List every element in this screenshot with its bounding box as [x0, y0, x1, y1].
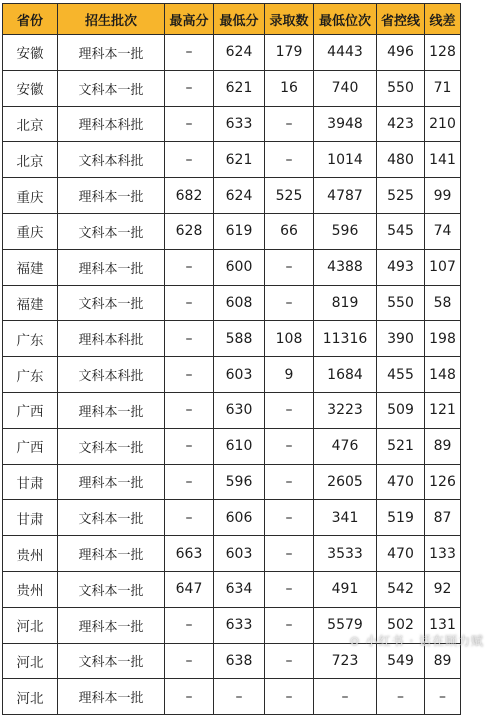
cell-line-diff: 210	[425, 106, 461, 142]
cell-control-line: 423	[377, 106, 425, 142]
cell-max-score: –	[165, 464, 214, 500]
cell-max-score: –	[165, 285, 214, 321]
cell-control-line: 545	[377, 213, 425, 249]
cell-min-rank: 4787	[314, 178, 377, 214]
table-row	[3, 142, 461, 178]
cell-control-line: 502	[377, 607, 425, 643]
cell-min-rank: 11316	[314, 321, 377, 357]
cell-line-diff: 89	[425, 643, 461, 679]
cell-control-line: 470	[377, 464, 425, 500]
cell-max-score: –	[165, 607, 214, 643]
cell-line-diff: 92	[425, 571, 461, 607]
cell-line-diff: 128	[425, 35, 461, 71]
header-line-diff: 线差	[425, 4, 461, 35]
cell-max-score: –	[165, 679, 214, 715]
cell-control-line: 509	[377, 392, 425, 428]
table-row	[3, 392, 461, 428]
header-control-line: 省控线	[377, 4, 425, 35]
cell-max-score: –	[165, 142, 214, 178]
cell-batch: 理科本一批	[58, 249, 165, 285]
cell-min-score: 600	[214, 249, 265, 285]
cell-line-diff: 89	[425, 428, 461, 464]
cell-min-score: 596	[214, 464, 265, 500]
cell-province: 甘肃	[3, 500, 58, 536]
cell-min-score: –	[214, 679, 265, 715]
cell-line-diff: 58	[425, 285, 461, 321]
cell-min-rank: 596	[314, 213, 377, 249]
cell-min-score: 624	[214, 35, 265, 71]
cell-min-rank: 476	[314, 428, 377, 464]
cell-max-score: –	[165, 392, 214, 428]
cell-admit-count: –	[265, 500, 314, 536]
cell-admit-count: –	[265, 571, 314, 607]
cell-batch: 理科本科批	[58, 321, 165, 357]
cell-min-rank: 2605	[314, 464, 377, 500]
cell-province: 广西	[3, 392, 58, 428]
cell-admit-count: –	[265, 285, 314, 321]
cell-admit-count: 66	[265, 213, 314, 249]
cell-min-score: 621	[214, 142, 265, 178]
table-body	[3, 35, 461, 715]
cell-min-score: 588	[214, 321, 265, 357]
cell-line-diff: 74	[425, 213, 461, 249]
cell-control-line: 496	[377, 35, 425, 71]
cell-batch: 文科本科批	[58, 357, 165, 393]
cell-control-line: 519	[377, 500, 425, 536]
cell-province: 贵州	[3, 571, 58, 607]
cell-batch: 文科本一批	[58, 428, 165, 464]
cell-province: 河北	[3, 643, 58, 679]
cell-line-diff: 198	[425, 321, 461, 357]
table-row	[3, 571, 461, 607]
cell-batch: 理科本一批	[58, 392, 165, 428]
cell-admit-count: –	[265, 643, 314, 679]
cell-province: 河北	[3, 607, 58, 643]
cell-min-rank: 341	[314, 500, 377, 536]
cell-control-line: 525	[377, 178, 425, 214]
cell-line-diff: –	[425, 679, 461, 715]
cell-min-rank: 3948	[314, 106, 377, 142]
cell-batch: 理科本一批	[58, 464, 165, 500]
cell-batch: 文科本一批	[58, 571, 165, 607]
cell-min-score: 638	[214, 643, 265, 679]
cell-province: 甘肃	[3, 464, 58, 500]
cell-admit-count: 16	[265, 70, 314, 106]
cell-province: 河北	[3, 679, 58, 715]
cell-min-score: 603	[214, 536, 265, 572]
table-header	[3, 4, 461, 35]
cell-batch: 理科本一批	[58, 536, 165, 572]
cell-min-rank: 3223	[314, 392, 377, 428]
cell-line-diff: 126	[425, 464, 461, 500]
watermark-text: 小红书 · 话在顾力赋	[365, 634, 484, 648]
cell-min-rank: –	[314, 679, 377, 715]
cell-min-rank: 740	[314, 70, 377, 106]
cell-min-score: 608	[214, 285, 265, 321]
cell-min-score: 624	[214, 178, 265, 214]
cell-min-score: 606	[214, 500, 265, 536]
cell-batch: 文科本科批	[58, 142, 165, 178]
cell-line-diff: 87	[425, 500, 461, 536]
cell-max-score: –	[165, 70, 214, 106]
cell-min-rank: 1684	[314, 357, 377, 393]
cell-admit-count: –	[265, 392, 314, 428]
cell-min-rank: 3533	[314, 536, 377, 572]
cell-province: 重庆	[3, 178, 58, 214]
cell-min-rank: 4388	[314, 249, 377, 285]
table-row	[3, 106, 461, 142]
cell-admit-count: –	[265, 428, 314, 464]
cell-control-line: 493	[377, 249, 425, 285]
cell-batch: 文科本一批	[58, 643, 165, 679]
cell-max-score: 628	[165, 213, 214, 249]
cell-min-rank: 1014	[314, 142, 377, 178]
cell-min-score: 633	[214, 106, 265, 142]
table-row	[3, 285, 461, 321]
cell-admit-count: 525	[265, 178, 314, 214]
cell-province: 北京	[3, 106, 58, 142]
cell-max-score: 647	[165, 571, 214, 607]
cell-batch: 理科本一批	[58, 679, 165, 715]
cell-province: 安徽	[3, 35, 58, 71]
table-row	[3, 70, 461, 106]
cell-admit-count: –	[265, 142, 314, 178]
cell-line-diff: 133	[425, 536, 461, 572]
cell-max-score: –	[165, 643, 214, 679]
cell-admit-count: –	[265, 106, 314, 142]
table-row	[3, 500, 461, 536]
cell-admit-count: –	[265, 607, 314, 643]
table-row	[3, 178, 461, 214]
cell-province: 贵州	[3, 536, 58, 572]
table-row	[3, 35, 461, 71]
cell-min-score: 634	[214, 571, 265, 607]
cell-min-score: 603	[214, 357, 265, 393]
cell-max-score: 682	[165, 178, 214, 214]
cell-batch: 理科本科批	[58, 106, 165, 142]
header-max-score: 最高分	[165, 4, 214, 35]
table-row	[3, 464, 461, 500]
cell-batch: 文科本一批	[58, 500, 165, 536]
cell-batch: 理科本一批	[58, 178, 165, 214]
cell-max-score: –	[165, 357, 214, 393]
cell-max-score: –	[165, 500, 214, 536]
cell-control-line: 521	[377, 428, 425, 464]
cell-batch: 理科本一批	[58, 35, 165, 71]
cell-admit-count: 179	[265, 35, 314, 71]
table-row	[3, 357, 461, 393]
cell-batch: 文科本一批	[58, 213, 165, 249]
cell-line-diff: 121	[425, 392, 461, 428]
cell-line-diff: 99	[425, 178, 461, 214]
cell-max-score: 663	[165, 536, 214, 572]
cell-min-score: 619	[214, 213, 265, 249]
cell-province: 广东	[3, 357, 58, 393]
cell-control-line: 470	[377, 536, 425, 572]
cell-admit-count: 108	[265, 321, 314, 357]
cell-admit-count: –	[265, 464, 314, 500]
cell-max-score: –	[165, 249, 214, 285]
cell-batch: 理科本一批	[58, 607, 165, 643]
cell-control-line: 480	[377, 142, 425, 178]
table-row	[3, 249, 461, 285]
cell-province: 北京	[3, 142, 58, 178]
admission-score-table	[2, 3, 461, 715]
cell-control-line: 390	[377, 321, 425, 357]
cell-batch: 文科本一批	[58, 70, 165, 106]
cell-admit-count: –	[265, 536, 314, 572]
cell-control-line: 550	[377, 70, 425, 106]
header-admit-count: 录取数	[265, 4, 314, 35]
cell-min-rank: 723	[314, 643, 377, 679]
table-row	[3, 213, 461, 249]
cell-min-rank: 819	[314, 285, 377, 321]
cell-line-diff: 71	[425, 70, 461, 106]
cell-admit-count: –	[265, 679, 314, 715]
cell-province: 广西	[3, 428, 58, 464]
cell-province: 福建	[3, 249, 58, 285]
cell-line-diff: 107	[425, 249, 461, 285]
table-row	[3, 679, 461, 715]
cell-province: 广东	[3, 321, 58, 357]
cell-min-score: 630	[214, 392, 265, 428]
cell-max-score: –	[165, 428, 214, 464]
cell-province: 福建	[3, 285, 58, 321]
table-row	[3, 321, 461, 357]
cell-control-line: 455	[377, 357, 425, 393]
cell-line-diff: 148	[425, 357, 461, 393]
cell-admit-count: 9	[265, 357, 314, 393]
table-row	[3, 428, 461, 464]
cell-control-line: 542	[377, 571, 425, 607]
header-min-rank: 最低位次	[314, 4, 377, 35]
cell-min-rank: 491	[314, 571, 377, 607]
cell-min-rank: 4443	[314, 35, 377, 71]
cell-max-score: –	[165, 106, 214, 142]
cell-control-line: –	[377, 679, 425, 715]
cell-max-score: –	[165, 321, 214, 357]
cell-batch: 文科本一批	[58, 285, 165, 321]
cell-control-line: 549	[377, 643, 425, 679]
red-note-icon: ⊙	[349, 633, 361, 648]
table-row	[3, 536, 461, 572]
cell-min-score: 610	[214, 428, 265, 464]
cell-min-rank: 5579	[314, 607, 377, 643]
cell-admit-count: –	[265, 249, 314, 285]
cell-min-score: 633	[214, 607, 265, 643]
watermark	[349, 632, 484, 649]
header-province: 省份	[3, 4, 58, 35]
cell-province: 安徽	[3, 70, 58, 106]
cell-province: 重庆	[3, 213, 58, 249]
cell-control-line: 550	[377, 285, 425, 321]
header-row	[3, 4, 461, 35]
cell-line-diff: 141	[425, 142, 461, 178]
cell-max-score: –	[165, 35, 214, 71]
cell-line-diff: 131	[425, 607, 461, 643]
header-batch: 招生批次	[58, 4, 165, 35]
header-min-score: 最低分	[214, 4, 265, 35]
cell-min-score: 621	[214, 70, 265, 106]
